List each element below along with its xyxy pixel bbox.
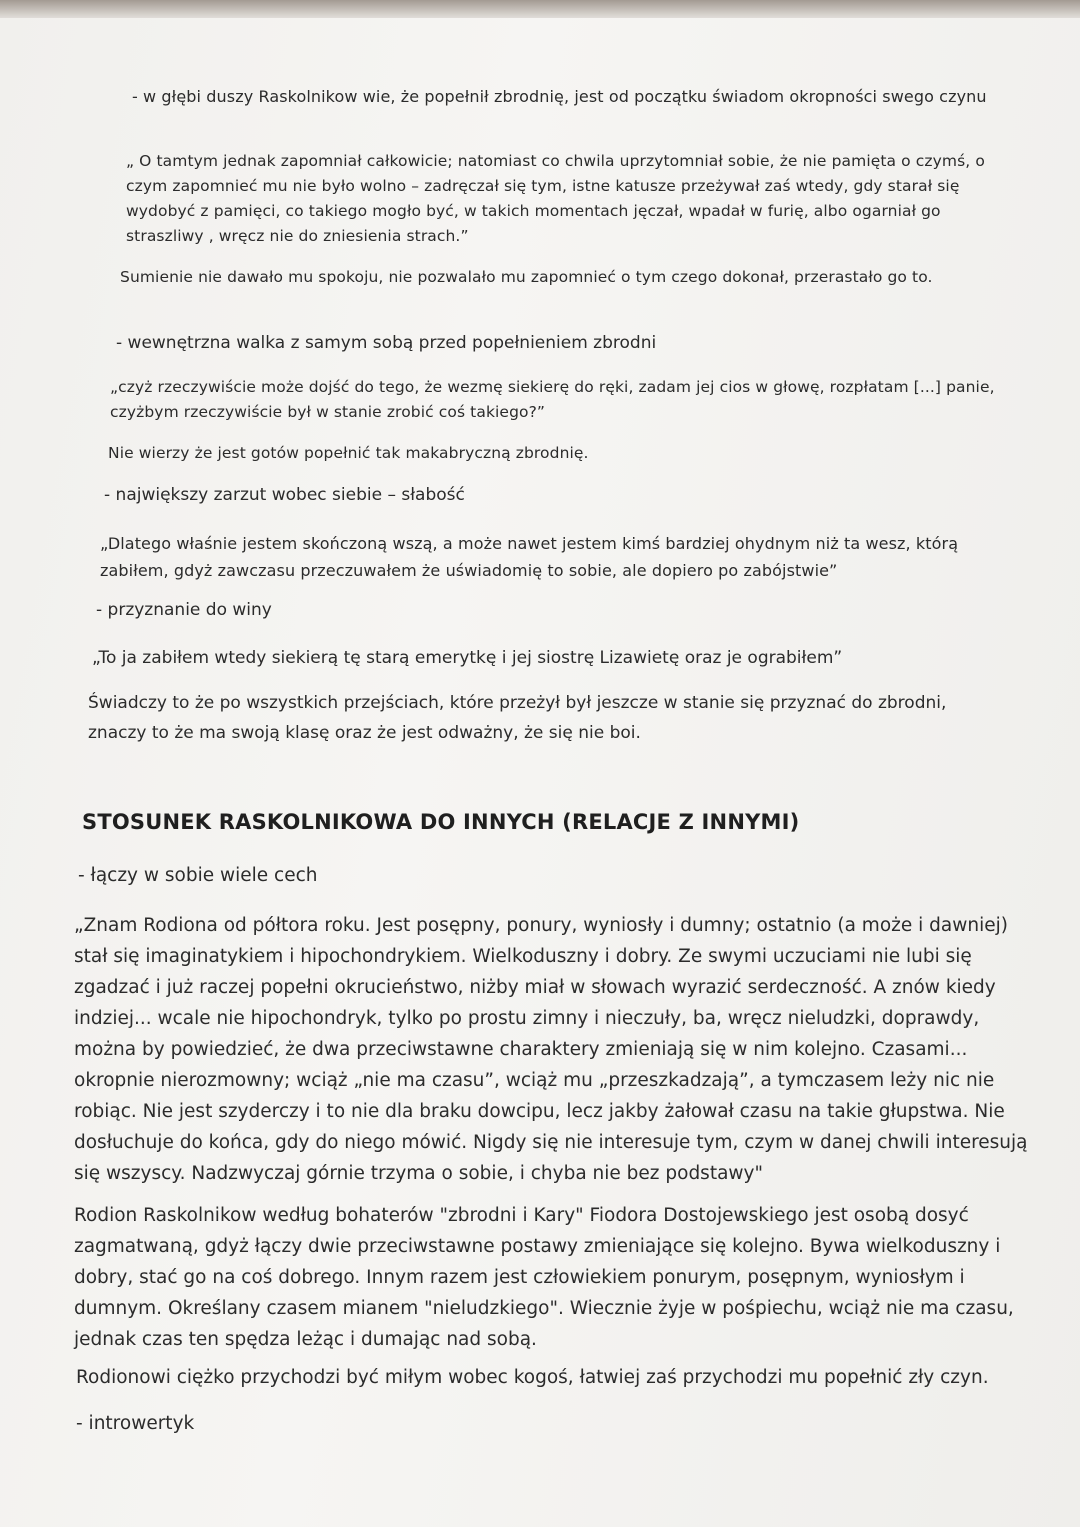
- bullet-introvert: - introwertyk: [76, 1413, 195, 1434]
- quote-forgot: „ O tamtym jednak zapomniał całkowicie; natomiast co chwila uprzytomniał sobie, że nie pamięta o czymś, o czym zapomnieć mu nie było wolno – zadręczał się tym, istne katusze przeżywał zaś wtedy, gdy starał się wydobyć z pamięci, co takiego mogło być, w takich momentach jęczał, wpadał w furię, albo ogarniał go straszliwy , wręcz nie do zniesienia strach.”: [126, 152, 985, 245]
- comment-confession: Świadczy to że po wszystkich przejściach, które przeżył był jeszcze w stanie się przyznać do zbrodni, znaczy to że ma swoją klasę oraz że jest odważny, że się nie boi.: [88, 693, 947, 743]
- bullet-confession: - przyznanie do winy: [96, 600, 272, 620]
- bullet-conscience: - w głębi duszy Raskolnikow wie, że popełnił zbrodnię, jest od początku świadom okropności swego czynu: [132, 87, 987, 106]
- quote-confession: „To ja zabiłem wtedy siekierą tę starą emerytkę i jej siostrę Lizawietę oraz je ograbiłem”: [92, 648, 843, 668]
- section-heading: STOSUNEK RASKOLNIKOWA DO INNYCH (RELACJE Z INNYMI): [82, 810, 800, 834]
- comment-axe: Nie wierzy że jest gotów popełnić tak makabryczną zbrodnię.: [108, 444, 589, 462]
- comment-conscience: Sumienie nie dawało mu spokoju, nie pozwalało mu zapomnieć o tym czego dokonał, przerastało go to.: [120, 268, 933, 286]
- bullet-traits: - łączy w sobie wiele cech: [78, 865, 318, 886]
- comment-traits: Rodion Raskolnikow według bohaterów "zbrodni i Kary" Fiodora Dostojewskiego jest osobą dosyć zagmatwaną, gdyż łączy dwie przeciwstawne postawy zmieniające się kolejno. Bywa wielkoduszny i dobry, stać go na coś dobrego. Innym razem jest człowiekiem ponurym, posępnym, wyniosłym i dumnym. Określany czasem mianem "nieludzkiego". Wiecznie żyje w pośpiechu, wciąż nie ma czasu, jednak czas ten spędza leżąc i dumając nad sobą.: [74, 1205, 1014, 1350]
- quote-razumikhin: „Znam Rodiona od półtora roku. Jest posępny, ponury, wyniosły i dumny; ostatnio (a może i dawniej) stał się imaginatykiem i hipochondrykiem. Wielkoduszny i dobry. Ze swymi uczuciami nie lubi się zgadzać i już raczej popełni okrucieństwo, niżby miał w słowach wyrazić serdeczność. A znów kiedy indziej... wcale nie hipochondryk, tylko po prostu zimny i nieczuły, ba, wręcz nieludzki, doprawdy, można by powiedzieć, że dwa przeciwstawne charaktery zmieniają się w nim kolejno. Czasami... okropnie nierozmowny; wciąż „nie ma czasu”, wciąż mu „przeszkadzają”, a tymczasem leży nic nie robiąc. Nie jest szyderczy i to nie dla braku dowcipu, lecz jakby żałował czasu na takie głupstwa. Nie dosłuchuje do końca, gdy do niego mówić. Nigdy się nie interesuje tym, czym w danej chwili interesują się wszyscy. Nadzwyczaj górnie trzyma o sobie, i chyba nie bez podstawy": [74, 915, 1028, 1184]
- bullet-weakness: - największy zarzut wobec siebie – słabość: [104, 485, 465, 505]
- quote-louse: „Dlatego właśnie jestem skończoną wszą, a może nawet jestem kimś bardziej ohydnym niż ta wesz, którą zabiłem, gdyż zawczasu przeczuwałem że uświadomię to sobie, ale dopiero po zabójstwie”: [100, 534, 959, 580]
- bullet-struggle: - wewnętrzna walka z samym sobą przed popełnieniem zbrodni: [116, 333, 657, 353]
- quote-axe: „czyż rzeczywiście może dojść do tego, że wezmę siekierę do ręki, zadam jej cios w głowę, rozpłatam [...] panie, czyżbym rzeczywiście był w stanie zrobić coś takiego?”: [110, 378, 995, 421]
- comment-kindness: Rodionowi ciężko przychodzi być miłym wobec kogoś, łatwiej zaś przychodzi mu popełnić zły czyn.: [76, 1367, 989, 1388]
